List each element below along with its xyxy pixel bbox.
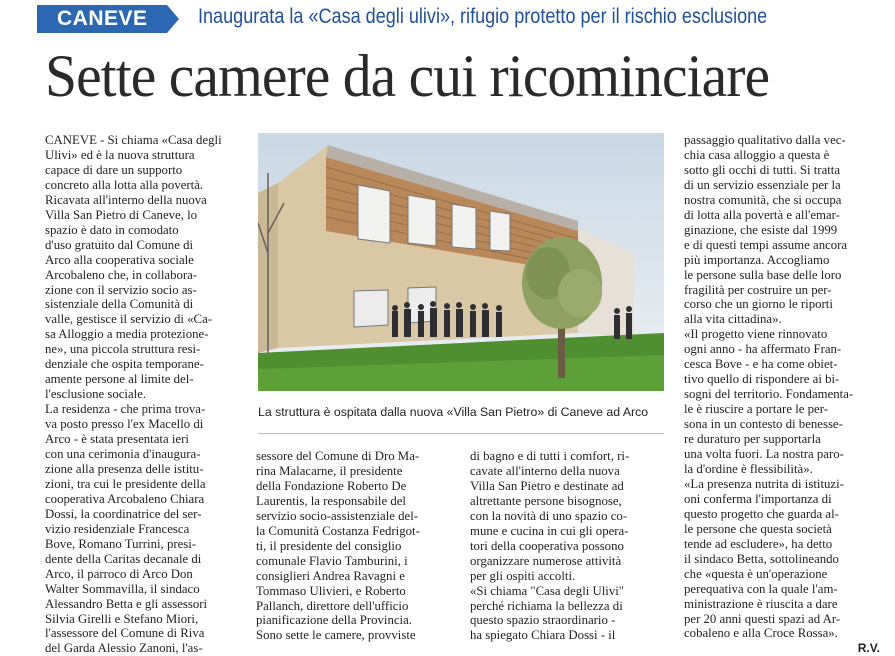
article-column-1 (45, 133, 243, 656)
article-line: tende ad escludere», ha detto (684, 536, 833, 551)
article-line: vizio residenziale Francesca (45, 521, 190, 536)
article-line: sona in un contesto di benesse- (684, 417, 843, 432)
article-line: Arco - è stata presentata ieri (45, 432, 189, 447)
article-line: Silvia Girelli e Stefano Miori, (45, 611, 199, 626)
article-line: ti, il presidente del consiglio (256, 538, 402, 553)
article-line: pianificazione della Provincia. (256, 613, 412, 628)
article-line: la d'ordine è flessibilità». (684, 461, 813, 476)
article-line: della Fondazione Roberto De (256, 478, 407, 493)
article-line: le persone che questa società (684, 521, 832, 536)
article-line: del Garda Alessio Zanoni, l'as- (45, 641, 203, 656)
article-line: «Si chiama "Casa degli Ulivi" (470, 583, 625, 598)
author-signature: R.V. (857, 641, 880, 656)
caption-divider (258, 433, 664, 434)
article-line: le persone sulla base delle loro (684, 267, 842, 282)
article-line: sogni del territorio. Fondamenta- (684, 387, 854, 402)
article-line: cobaleno e alla Croce Rossa». (684, 626, 838, 641)
article-line: con una cerimonia d'inaugura- (45, 447, 201, 462)
article-line: di bagno e di tutti i comfort, ri- (470, 449, 630, 463)
article-line: ha spiegato Chiara Dossi - il (470, 628, 616, 643)
article-line: oni conferma l'importanza di (684, 491, 832, 506)
article-line: tori della cooperativa possono (470, 538, 624, 553)
article-line: ministrazione è riuscita a dare (684, 596, 838, 611)
article-line: Pallanch, direttore dell'ufficio (256, 598, 409, 613)
article-line: cooperativa Arcobaleno Chiara (45, 491, 205, 506)
section-tag-label: CANEVE (57, 7, 148, 30)
article-line: Villa San Pietro di Caneve, lo (45, 207, 198, 222)
article-line: La residenza - che prima trova- (45, 402, 206, 417)
article-line: sotto gli occhi di tutti. Si tratta (684, 162, 841, 177)
article-line: di un servizio essenziale per la (684, 177, 841, 192)
article-line: ogni anno - ha affermato Fran- (684, 342, 842, 357)
kicker: Inaugurata la «Casa degli ulivi», rifugio protetto per il rischio esclusione (198, 5, 768, 28)
article-line: per gli ospiti accolti. (470, 568, 576, 583)
article-line: e di questi tempi assume ancora (684, 237, 848, 252)
article-line: Arcobaleno che, in collabora- (45, 267, 198, 282)
article-line: «Il progetto viene rinnovato (684, 327, 828, 342)
article-line: valle, gestisce il servizio di «Ca- (45, 312, 213, 327)
article-line: Sono sette le camere, provviste (256, 628, 416, 643)
article-line: Arco, il parroco di Arco Don (45, 566, 193, 581)
article-line: di lotta alla povertà e all'emar- (684, 207, 840, 222)
article-column-4 (684, 133, 880, 656)
article-line: capace di dare un supporto (45, 162, 183, 177)
article-line: altrettante persone bisognose, (470, 493, 622, 508)
article-column-2 (256, 449, 456, 643)
article-line: denziale che ospita temporane- (45, 357, 204, 372)
article-line: mune e cucina in cui gli opera- (470, 523, 629, 538)
article-line: spazio è dato in comodato (45, 222, 179, 237)
article-line: alla vita cittadina». (684, 312, 782, 327)
article-line: la Comunità Costanza Fedrigot- (256, 523, 420, 538)
article-line: il sindaco Betta, sottolineando (684, 551, 839, 566)
article-photo (258, 133, 664, 391)
article-line: Laurentis, la responsabile del (256, 493, 406, 508)
photo-caption: La struttura è ospitata dalla nuova «Villa San Pietro» di Caneve ad Arco (258, 405, 649, 419)
article-line: re duraturo per supportarla (684, 432, 821, 447)
article-line: perché richiama la bellezza di (470, 598, 623, 613)
article-line: Ulivi» ed è la nuova struttura (45, 147, 195, 162)
article-line: Tommaso Ulivieri, e Roberto (256, 583, 406, 598)
article-line: ginazione, che esiste dal 1999 (684, 222, 838, 237)
article-line: Villa San Pietro e destinate ad (470, 478, 624, 493)
article-line: l'esclusione sociale. (45, 387, 147, 402)
article-line: «La presenza nutrita di istituzi- (684, 476, 844, 491)
article-line: zione alla presenza delle istitu- (45, 461, 204, 476)
article-line: Walter Sommavilla, il sindaco (45, 581, 200, 596)
article-line: zione con il servizio socio as- (45, 282, 197, 297)
article-line: Bove, Romano Turrini, presi- (45, 536, 197, 551)
article-line: cavate all'interno della nuova (470, 463, 620, 478)
article-line: questo spazio straordinario - (470, 613, 616, 628)
article-line: d'uso gratuito dal Comune di (45, 237, 194, 252)
article-line: organizzare numerose attività (470, 553, 622, 568)
article-line: sistenziale della Comunità di (45, 297, 194, 312)
article-line: Alessandro Betta e gli assessori (45, 596, 208, 611)
article-line: consiglieri Andrea Ravagni e (256, 568, 405, 583)
article-line: va posto presso l'ex Macello di (45, 417, 204, 432)
article-line: Ricavata all'interno della nuova (45, 192, 207, 207)
article-line: cesca Bove - e ha come obiet- (684, 357, 838, 372)
article-line: tivo quello di rispondere ai bi- (684, 372, 840, 387)
article-line: comunale Flavio Tamburini, i (256, 553, 408, 568)
article-line: rina Malacarne, il presidente (256, 463, 403, 478)
article-line: Dossi, la coordinatrice del ser- (45, 506, 202, 521)
article-line: più importanza. Accogliamo (684, 252, 830, 267)
article-line: che «questa è un'operazione (684, 566, 828, 581)
article-line: sessore del Comune di Dro Ma- (256, 449, 420, 463)
headline: Sette camere da cui ricominciare (45, 43, 770, 109)
article-line: sa Alloggio a media protezione- (45, 327, 209, 342)
article-line: questo progetto che guarda al- (684, 506, 839, 521)
article-line: servizio socio-assistenziale del- (256, 508, 419, 523)
article-line: fragilità per costruire un per- (684, 282, 832, 297)
article-line: CANEVE - Si chiama «Casa degli (45, 133, 222, 147)
article-line: passaggio qualitativo dalla vec- (684, 133, 846, 147)
article-line: chia casa alloggio a questa è (684, 147, 830, 162)
article-line: le è riuscire a portare le per- (684, 402, 828, 417)
article-line: con la novità di uno spazio co- (470, 508, 628, 523)
article-line: nostra comunità, che si occupa (684, 192, 842, 207)
article-line: Arco alla cooperativa sociale (45, 252, 194, 267)
article-line: l'assessore del Comune di Riva (45, 626, 205, 641)
article-line: ne», una piccola struttura resi- (45, 342, 201, 357)
article-line: zioni, tra cui le presidente della (45, 476, 206, 491)
section-tag (37, 5, 179, 33)
article-line: una volta fuori. La nostra paro- (684, 447, 844, 462)
article-line: per 20 anni questi spazi ad Ar- (684, 611, 841, 626)
article-line: corso che un giorno le riporti (684, 297, 833, 312)
article-column-3 (470, 449, 666, 643)
article-line: concreto alla lotta alla povertà. (45, 177, 204, 192)
article-line: dente della Caritas decanale di (45, 551, 202, 566)
article-line: perequativa con la quale l'am- (684, 581, 838, 596)
article-line: amente persone al limite del- (45, 372, 194, 387)
